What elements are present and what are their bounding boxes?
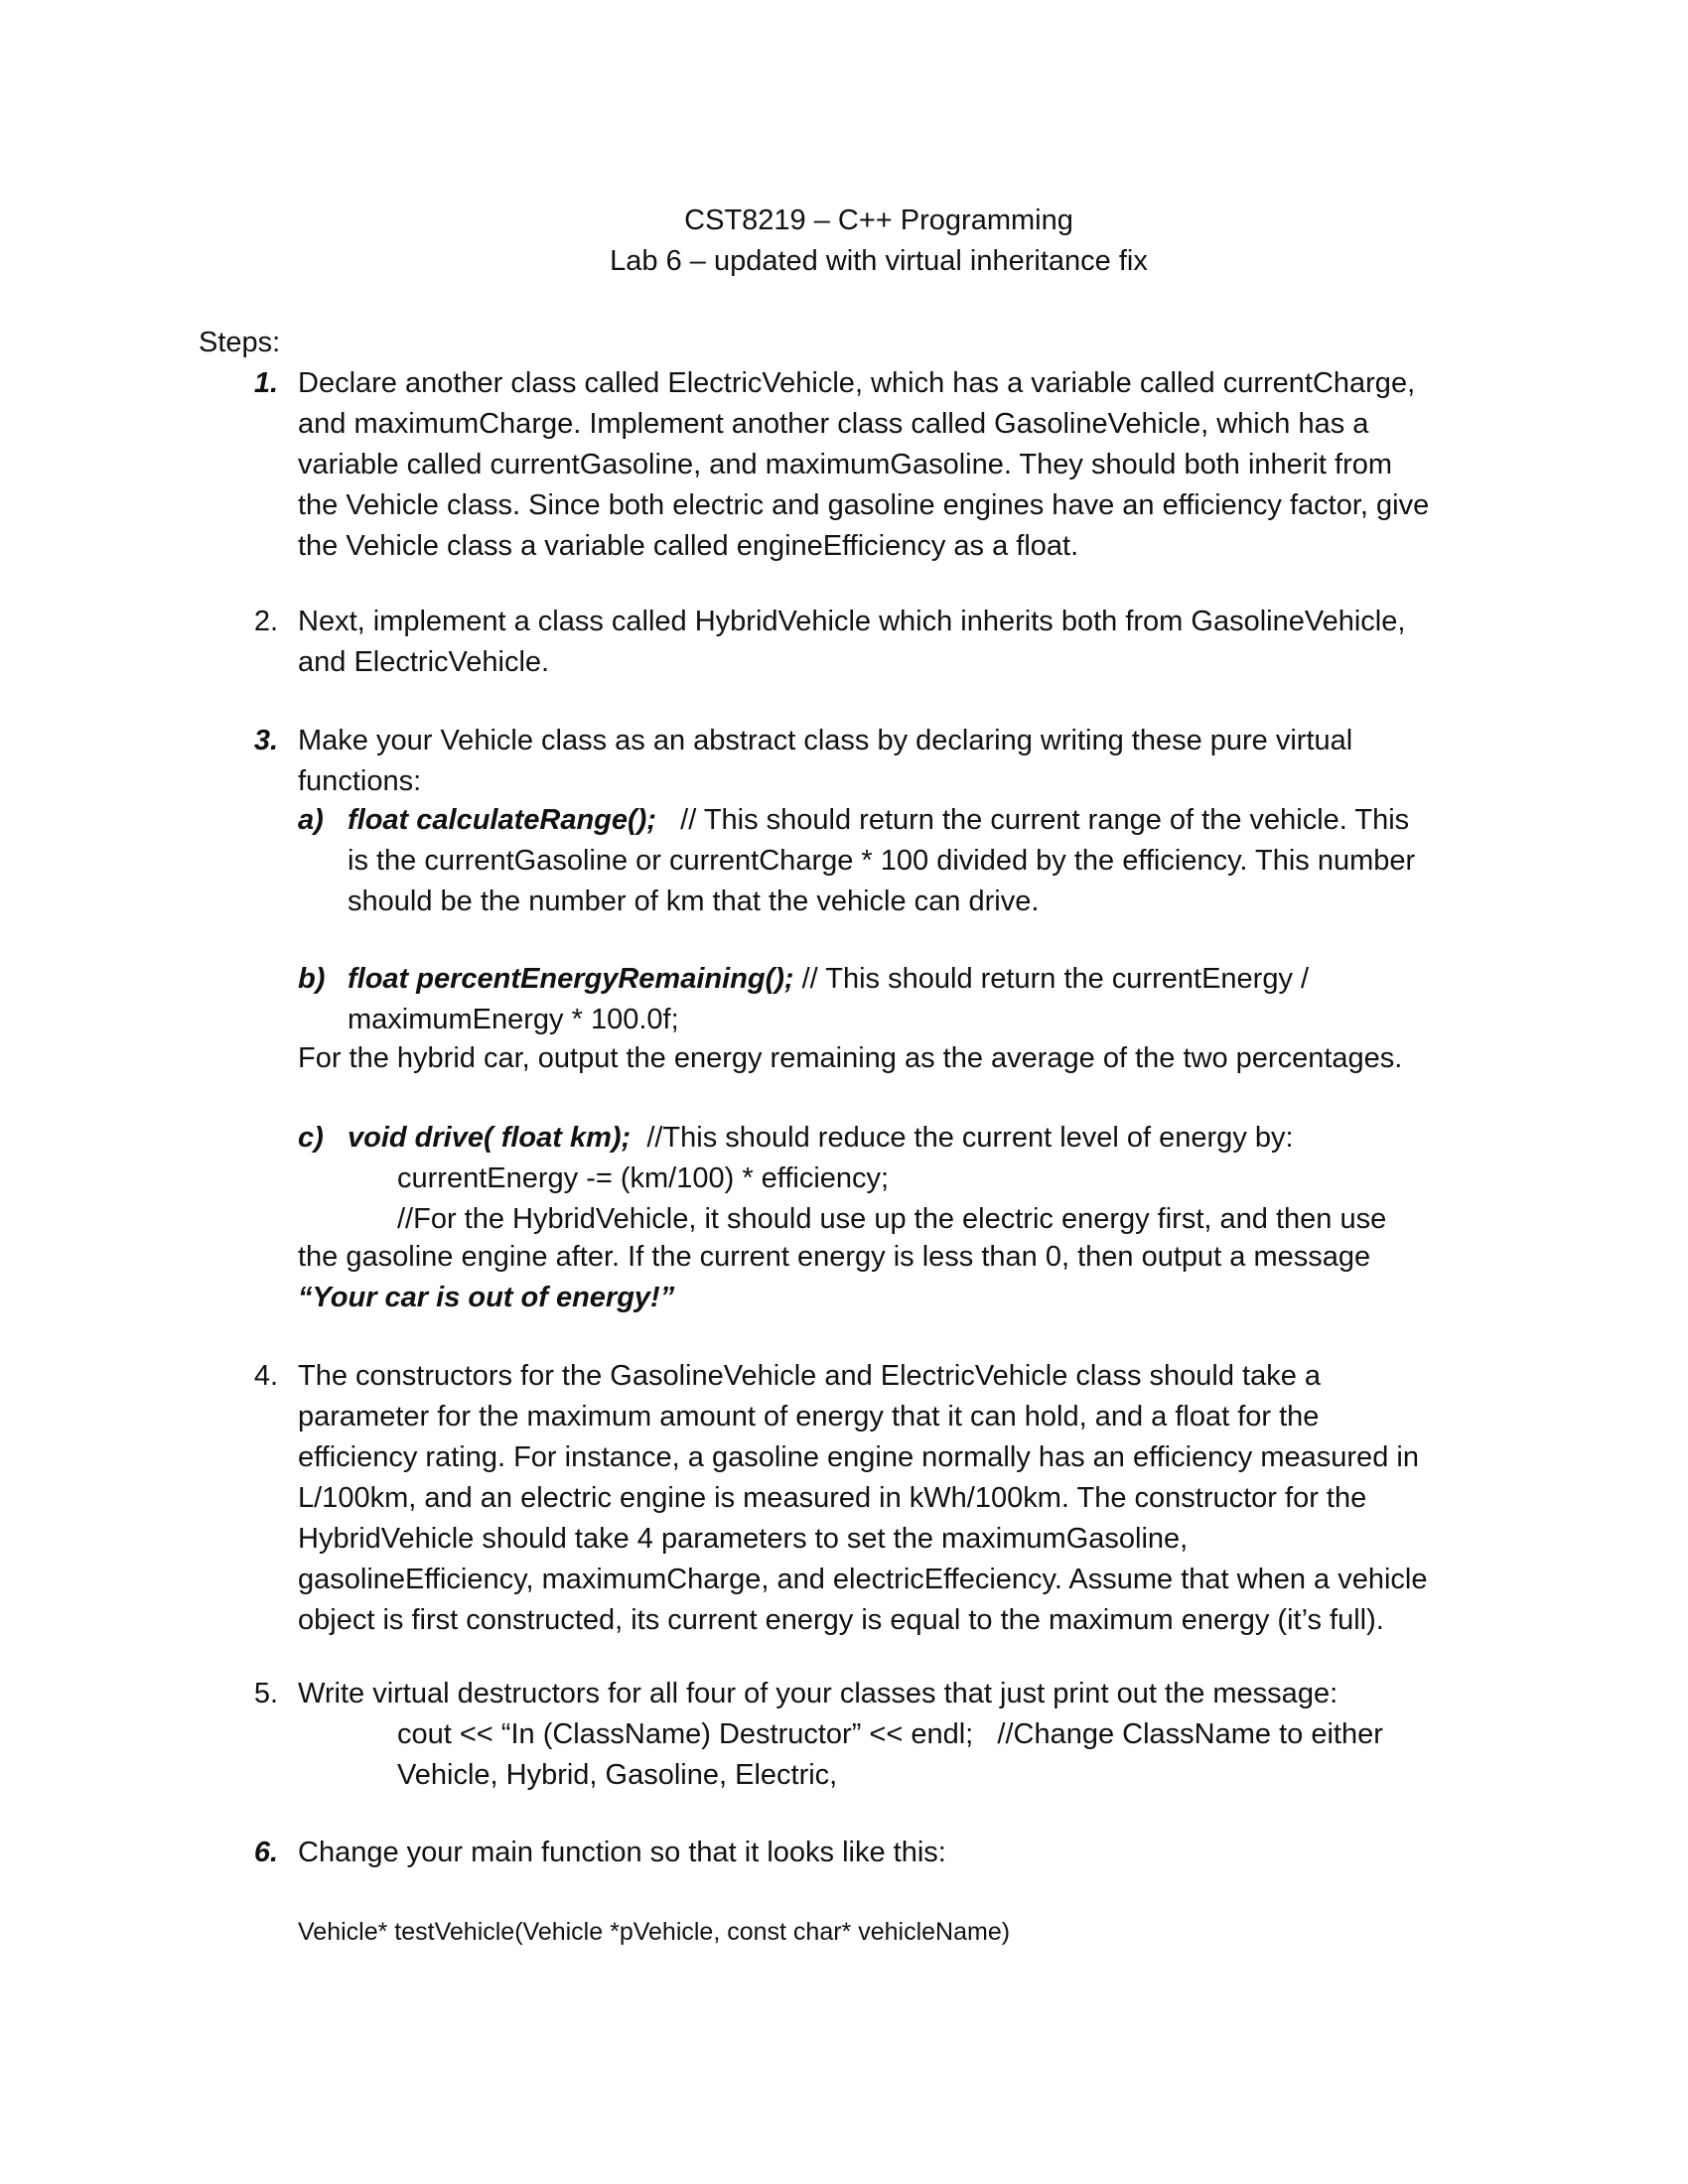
text-line: Make your Vehicle class as an abstract class by declaring writing these pure virtual (298, 725, 1353, 756)
function-signature: void drive( float km); (348, 1122, 632, 1154)
step-text (298, 1674, 1489, 1796)
code-line: Vehicle, Hybrid, Gasoline, Electric, (397, 1759, 838, 1791)
steps-heading: Steps: (199, 327, 281, 358)
text-line: Declare another class called ElectricVehicle, which has a variable called currentCharge, (298, 367, 1416, 399)
text-line: variable called currentGasoline, and maximumGasoline. They should both inherit from (298, 449, 1393, 480)
step-text (298, 602, 1489, 683)
substep-text (348, 1118, 1489, 1240)
text-line: maximumEnergy * 100.0f; (348, 1004, 679, 1035)
text-line: The constructors for the GasolineVehicle and ElectricVehicle class should take a (298, 1360, 1322, 1392)
text-line: and maximumCharge. Implement another class called GasolineVehicle, which has a (298, 408, 1369, 440)
step-text (298, 721, 1489, 802)
text-line: is the currentGasoline or currentCharge * 100 divided by the efficiency. This number (348, 845, 1416, 877)
text-line: parameter for the maximum amount of energy that it can hold, and a float for the (298, 1401, 1320, 1433)
out-of-energy-message: “Your car is out of energy!” (298, 1282, 675, 1313)
text-line: // This should return the currentEnergy / (793, 963, 1310, 995)
function-signature: float calculateRange(); (348, 804, 656, 836)
text-line: For the hybrid car, output the energy remaining as the average of the two percentages. (298, 1042, 1403, 1074)
step-number: 4. (253, 1360, 278, 1392)
text-line: // This should return the current range of the vehicle. This (656, 804, 1410, 836)
text-line: the Vehicle class a variable called engineEfficiency as a float. (298, 530, 1079, 562)
code-line: cout << “In (ClassName) Destructor” << endl; //Change ClassName to either (397, 1718, 1383, 1750)
text-line: should be the number of km that the vehicle can drive. (348, 886, 1040, 917)
text-line: L/100km, and an electric engine is measured in kWh/100km. The constructor for the (298, 1482, 1367, 1514)
step-text (298, 1833, 1489, 1873)
document-title (0, 201, 1688, 282)
step-text (298, 363, 1489, 567)
step-text (298, 1356, 1489, 1641)
substep-label: a) (298, 804, 324, 836)
text-line: and ElectricVehicle. (298, 646, 550, 678)
function-signature: float percentEnergyRemaining(); (348, 963, 794, 995)
step-number: 5. (253, 1678, 278, 1709)
text-line: //This should reduce the current level of energy by: (631, 1122, 1294, 1154)
text-line: Next, implement a class called HybridVehicle which inherits both from GasolineVehicle, (298, 606, 1406, 637)
text-line: Write virtual destructors for all four of your classes that just print out the message: (298, 1678, 1338, 1709)
lab-title: Lab 6 – updated with virtual inheritance fix (610, 245, 1148, 277)
text-line: efficiency rating. For instance, a gasoline engine normally has an efficiency measured in (298, 1441, 1419, 1473)
step-number: 3. (253, 725, 278, 756)
main-function-signature: Vehicle* testVehicle(Vehicle *pVehicle, const char* vehicleName) (298, 1918, 1011, 1946)
substep-label: b) (298, 963, 326, 995)
step-number: 2. (253, 606, 278, 637)
text-line: object is first constructed, its current energy is equal to the maximum energy (it’s full). (298, 1604, 1384, 1636)
substep-label: c) (298, 1122, 324, 1154)
code-line: currentEnergy -= (km/100) * efficiency; (397, 1162, 890, 1194)
step-number: 6. (253, 1837, 278, 1868)
course-title: CST8219 – C++ Programming (684, 205, 1073, 236)
text-line: the Vehicle class. Since both electric and gasoline engines have an efficiency factor, give (298, 489, 1430, 521)
text-line: gasolineEfficiency, maximumCharge, and electricEffeciency. Assume that when a vehicle (298, 1564, 1428, 1595)
step-number: 1. (253, 367, 278, 399)
text-line: Change your main function so that it looks like this: (298, 1837, 946, 1868)
text-line: functions: (298, 765, 422, 797)
text-line: HybridVehicle should take 4 parameters to set the maximumGasoline, (298, 1523, 1189, 1555)
substep-text (348, 959, 1489, 1040)
substep-text (348, 800, 1489, 922)
text-line: the gasoline engine after. If the current energy is less than 0, then output a message (298, 1241, 1371, 1273)
text-line: //For the HybridVehicle, it should use up the electric energy first, and then use (397, 1203, 1387, 1235)
